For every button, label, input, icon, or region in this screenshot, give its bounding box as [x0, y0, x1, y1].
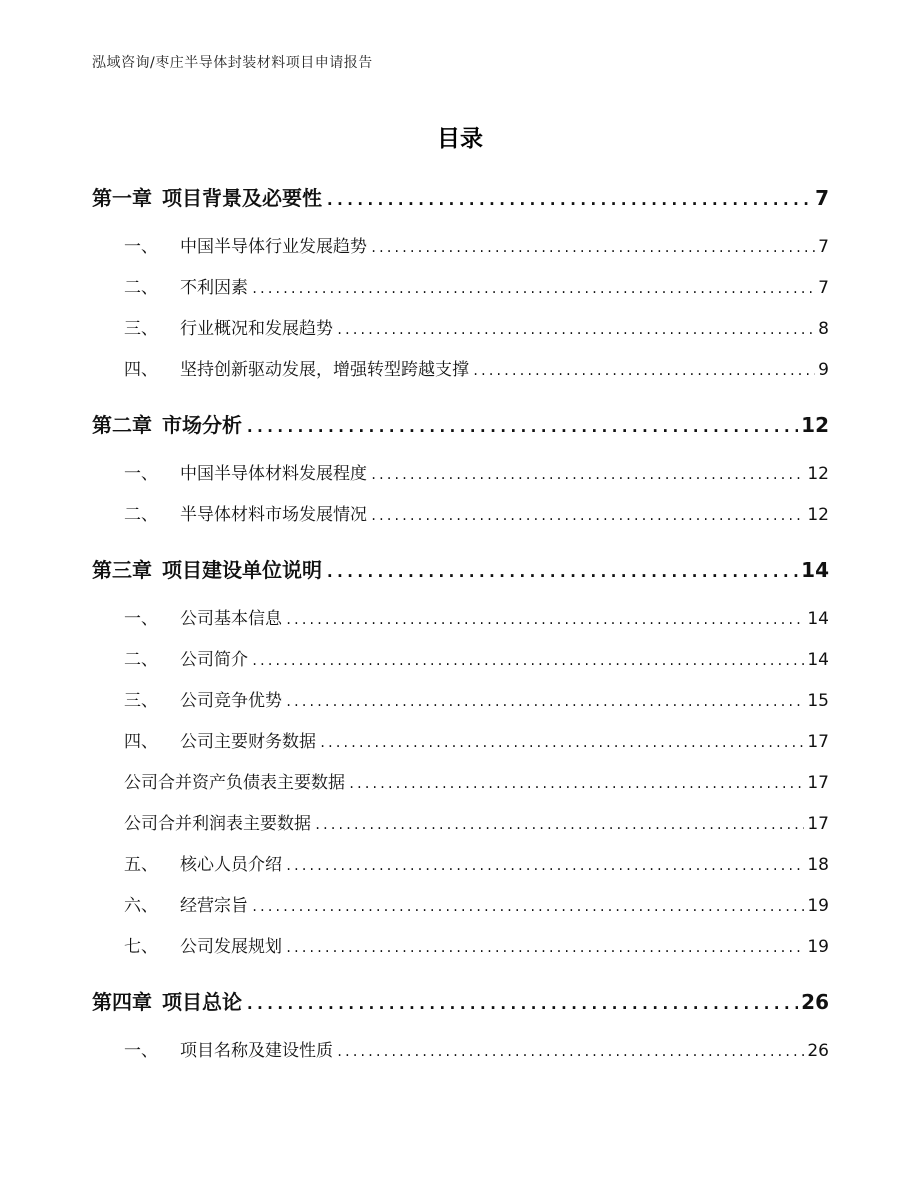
page-number: 14	[807, 609, 829, 629]
toc-entry-label	[124, 454, 367, 495]
toc-section-entry[interactable]	[92, 681, 829, 722]
entry-title: 项目建设单位说明	[162, 558, 322, 582]
entry-title: 坚持创新驱动发展，增强转型跨越支撑	[180, 360, 469, 380]
toc-entry-label	[124, 350, 469, 391]
section-index: 三、	[124, 691, 158, 711]
toc-entry-label	[124, 495, 367, 536]
dot-leader	[348, 764, 804, 805]
toc-chapter-entry[interactable]	[92, 403, 829, 454]
toc-entry-label	[124, 886, 248, 927]
toc-section-entry[interactable]	[92, 927, 829, 968]
page-number: 14	[807, 650, 829, 670]
section-index: 二、	[124, 278, 158, 298]
page-number: 7	[815, 186, 829, 210]
page-number: 18	[807, 855, 829, 875]
dot-leader	[370, 455, 804, 496]
chapter-number: 第二章	[92, 413, 152, 437]
toc-entry-label	[124, 1031, 333, 1072]
toc-entry-label	[124, 599, 282, 640]
dot-leader	[370, 496, 804, 537]
section-index: 二、	[124, 650, 158, 670]
dot-leader	[314, 805, 804, 846]
toc-section-entry[interactable]	[92, 1031, 829, 1072]
dot-leader	[472, 351, 815, 392]
entry-title: 中国半导体行业发展趋势	[180, 237, 367, 257]
page-number: 17	[807, 732, 829, 752]
toc-section-entry[interactable]	[92, 495, 829, 536]
toc-section-entry[interactable]	[92, 886, 829, 927]
page-number: 12	[801, 413, 829, 437]
entry-title: 半导体材料市场发展情况	[180, 505, 367, 525]
toc-section-entry[interactable]	[92, 309, 829, 350]
toc-entry-label	[92, 548, 322, 592]
page-number: 17	[807, 814, 829, 834]
entry-title: 中国半导体材料发展程度	[180, 464, 367, 484]
toc-entry-label	[124, 309, 333, 350]
page-number: 8	[818, 319, 829, 339]
entry-title: 公司简介	[180, 650, 248, 670]
dot-leader	[245, 405, 798, 449]
dot-leader	[251, 887, 804, 928]
entry-title: 公司基本信息	[180, 609, 282, 629]
dot-leader	[370, 228, 815, 269]
entry-title: 公司合并利润表主要数据	[124, 814, 311, 834]
section-index: 一、	[124, 609, 158, 629]
toc-entry-label	[124, 681, 282, 722]
running-header: 泓域咨询/枣庄半导体封装材料项目申请报告	[92, 55, 373, 71]
page-number: 19	[807, 937, 829, 957]
dot-leader	[245, 982, 798, 1026]
toc-entry-label	[124, 268, 248, 309]
section-index: 三、	[124, 319, 158, 339]
page-number: 7	[818, 237, 829, 257]
entry-title: 公司竞争优势	[180, 691, 282, 711]
toc-chapter-entry[interactable]	[92, 548, 829, 599]
chapter-number: 第一章	[92, 186, 152, 210]
toc-entry-label	[92, 980, 242, 1024]
table-of-contents	[92, 176, 829, 1072]
page-number: 15	[807, 691, 829, 711]
section-index: 四、	[124, 732, 158, 752]
dot-leader	[285, 682, 804, 723]
toc-section-entry[interactable]	[92, 599, 829, 640]
page-number: 12	[807, 505, 829, 525]
toc-entry-label	[92, 403, 242, 447]
toc-section-entry[interactable]	[92, 350, 829, 391]
toc-entry-label	[124, 804, 311, 845]
section-index: 六、	[124, 896, 158, 916]
chapter-spacer	[92, 391, 829, 403]
page-number: 26	[801, 990, 829, 1014]
chapter-number: 第四章	[92, 990, 152, 1014]
page-number: 19	[807, 896, 829, 916]
chapter-spacer	[92, 536, 829, 548]
dot-leader	[336, 1032, 804, 1073]
toc-entry-label	[124, 227, 367, 268]
toc-section-entry[interactable]	[92, 845, 829, 886]
toc-section-entry[interactable]	[92, 640, 829, 681]
chapter-number: 第三章	[92, 558, 152, 582]
page-number: 7	[818, 278, 829, 298]
toc-section-entry[interactable]	[92, 227, 829, 268]
entry-title: 经营宗旨	[180, 896, 248, 916]
entry-title: 不利因素	[180, 278, 248, 298]
page-number: 26	[807, 1041, 829, 1061]
section-index: 七、	[124, 937, 158, 957]
chapter-spacer	[92, 968, 829, 980]
toc-chapter-entry[interactable]	[92, 176, 829, 227]
toc-entry-label	[92, 176, 322, 220]
section-index: 一、	[124, 1041, 158, 1061]
entry-title: 市场分析	[162, 413, 242, 437]
dot-leader	[285, 928, 804, 969]
dot-leader	[336, 310, 815, 351]
dot-leader	[325, 178, 812, 222]
section-index: 一、	[124, 464, 158, 484]
entry-title: 公司发展规划	[180, 937, 282, 957]
entry-title: 行业概况和发展趋势	[180, 319, 333, 339]
toc-entry-label	[124, 845, 282, 886]
toc-section-entry[interactable]	[92, 763, 829, 804]
toc-entry-label	[124, 640, 248, 681]
page-number: 17	[807, 773, 829, 793]
section-index: 五、	[124, 855, 158, 875]
page-number: 12	[807, 464, 829, 484]
toc-entry-label	[124, 722, 316, 763]
toc-section-entry[interactable]	[92, 804, 829, 845]
toc-section-entry[interactable]	[92, 454, 829, 495]
entry-title: 核心人员介绍	[180, 855, 282, 875]
dot-leader	[285, 846, 804, 887]
section-index: 四、	[124, 360, 158, 380]
page-number: 9	[818, 360, 829, 380]
section-index: 一、	[124, 237, 158, 257]
entry-title: 公司合并资产负债表主要数据	[124, 773, 345, 793]
entry-title: 公司主要财务数据	[180, 732, 316, 752]
entry-title: 项目总论	[162, 990, 242, 1014]
section-index: 二、	[124, 505, 158, 525]
toc-entry-label	[124, 927, 282, 968]
dot-leader	[251, 641, 804, 682]
toc-title: 目录	[437, 126, 483, 152]
toc-entry-label	[124, 763, 345, 804]
toc-section-entry[interactable]	[92, 722, 829, 763]
page-number: 14	[801, 558, 829, 582]
dot-leader	[319, 723, 804, 764]
dot-leader	[325, 550, 798, 594]
dot-leader	[285, 600, 804, 641]
toc-section-entry[interactable]	[92, 268, 829, 309]
entry-title: 项目背景及必要性	[162, 186, 322, 210]
entry-title: 项目名称及建设性质	[180, 1041, 333, 1061]
dot-leader	[251, 269, 815, 310]
toc-chapter-entry[interactable]	[92, 980, 829, 1031]
